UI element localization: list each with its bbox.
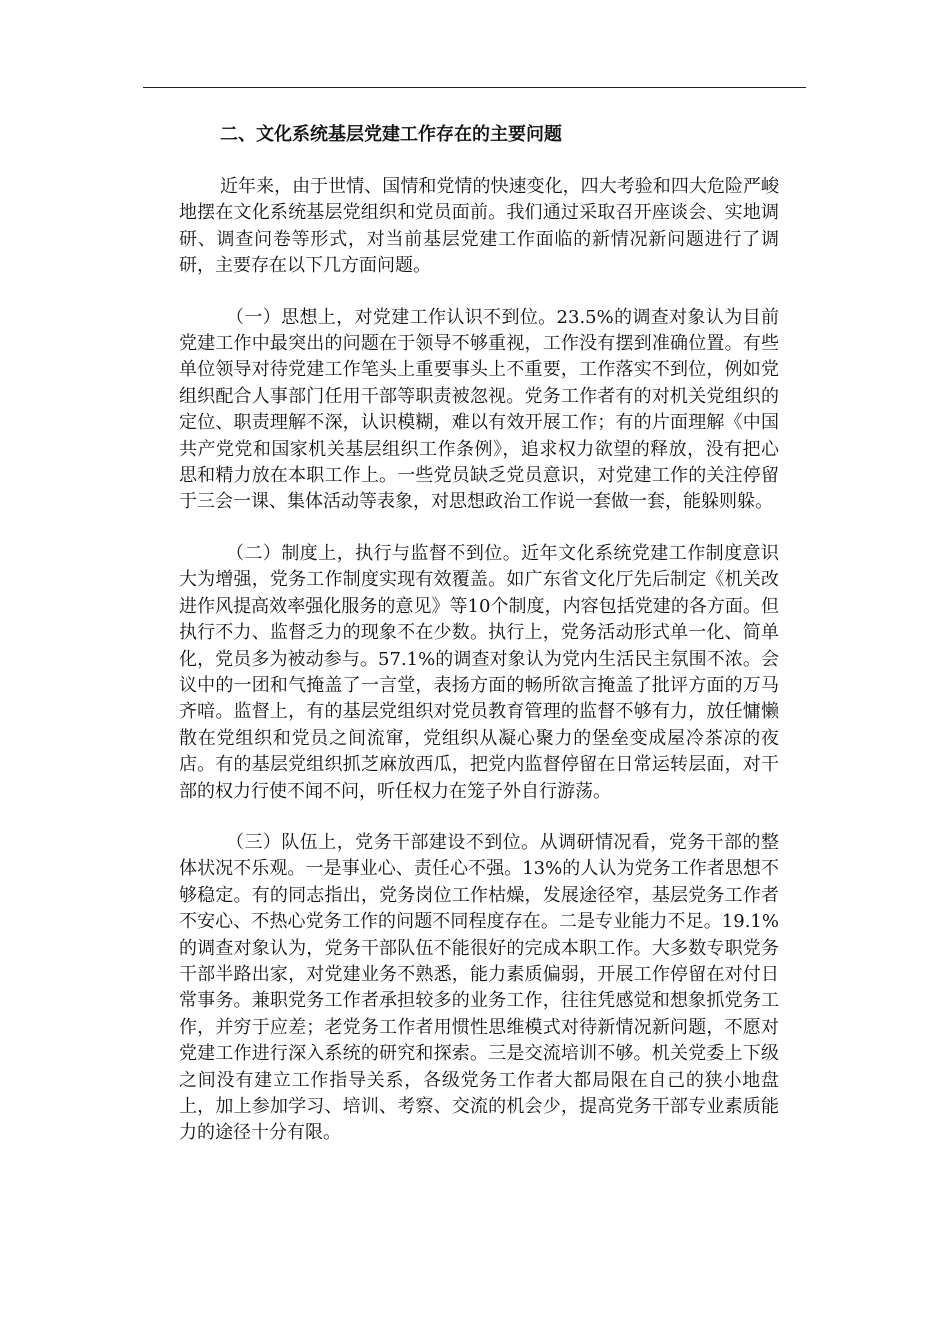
section-title: 二、文化系统基层党建工作存在的主要问题 [220, 124, 562, 145]
header-rule [143, 87, 806, 88]
document-body [179, 122, 779, 1172]
paragraph-team: （三）队伍上，党务干部建设不到位。从调研情况看，党务干部的整体状况不乐观。一是事业心、责任心不强。13%的人认为党务工作者思想不够稳定。有的同志指出，党务岗位工作枯燥，发展途径窄，基层党务工作者不安心、不热心党务工作的问题不同程度存在。二是专业能力不足。19.1%的调查对象认为，党务干部队伍不能很好的完成本职工作。大多数专职党务干部半路出家，对党建业务不熟悉，能力素质偏弱，开展工作停留在对付日常事务。兼职党务工作者承担较多的业务工作，往往凭感觉和想象抓党务工作，并穷于应差；老党务工作者用惯性思维模式对待新情况新问题，不愿对党建工作进行深入系统的研究和探索。三是交流培训不够。机关党委上下级之间没有建立工作指导关系，各级党务工作者大都局限在自己的狭小地盘上，加上参加学习、培训、考察、交流的机会少，提高党务干部专业素质能力的途径十分有限。 [179, 831, 779, 1144]
paragraph-intro: 近年来，由于世情、国情和党情的快速变化，四大考验和四大危险严峻地摆在文化系统基层党组织和党员面前。我们通过采取召开座谈会、实地调研、调查问卷等形式，对当前基层党建工作面临的新情况新问题进行了调研，主要存在以下几方面问题。 [179, 176, 779, 277]
paragraph-system: （二）制度上，执行与监督不到位。近年文化系统党建工作制度意识大为增强，党务工作制度实现有效覆盖。如广东省文化厅先后制定《机关改进作风提高效率强化服务的意见》等10个制度，内容包括党建的各方面。但执行不力、监督乏力的现象不在少数。执行上，党务活动形式单一化、简单化，党员多为被动参与。57.1%的调查对象认为党内生活民主氛围不浓。会议中的一团和气掩盖了一言堂，表扬方面的畅所欲言掩盖了批评方面的万马齐喑。监督上，有的基层党组织对党员教育管理的监督不够有力，放任慵懒散在党组织和党员之间流窜，党组织从凝心聚力的堡垒变成屋冷茶凉的夜店。有的基层党组织抓芝麻放西瓜，把党内监督停留在日常运转层面，对干部的权力行使不闻不问，听任权力在笼子外自行游荡。 [179, 542, 779, 802]
paragraph-thought: （一）思想上，对党建工作认识不到位。23.5%的调查对象认为目前党建工作中最突出的问题在于领导不够重视，工作没有摆到准确位置。有些单位领导对待党建工作笔头上重要事头上不重要，工作落实不到位，例如党组织配合人事部门任用干部等职责被忽视。党务工作者有的对机关党组织的定位、职责理解不深，认识模糊，难以有效开展工作；有的片面理解《中国共产党党和国家机关基层组织工作条例》，追求权力欲望的释放，没有把心思和精力放在本职工作上。一些党员缺乏党员意识，对党建工作的关注停留于三会一课、集体活动等表象，对思想政治工作说一套做一套，能躲则躲。 [179, 306, 779, 513]
